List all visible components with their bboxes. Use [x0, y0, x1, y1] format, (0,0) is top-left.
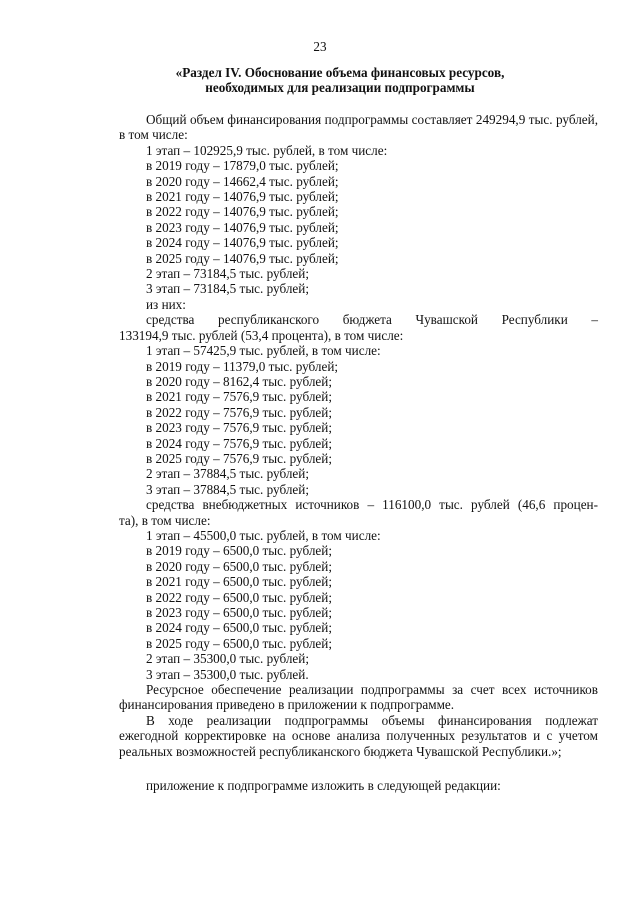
- financing-line: 3 этап – 73184,5 тыс. рублей;: [146, 281, 310, 297]
- republic-budget-paragraph-cont: 133194,9 тыс. рублей (53,4 процента), в том числе:: [119, 327, 404, 343]
- total-financing-list: [119, 143, 598, 312]
- total-financing-paragraph: Общий объем финансирования подпрограммы составляет 249294,9 тыс. рублей, в том числе:: [119, 112, 598, 143]
- extrabudget-list: [119, 528, 598, 682]
- financing-line: в 2025 году – 6500,0 тыс. рублей;: [146, 635, 332, 651]
- financing-line: в 2023 году – 14076,9 тыс. рублей;: [146, 219, 339, 235]
- extrabudget-paragraph: средства внебюджетных источников – 116100,0 тыс. рублей (46,6 процен-: [146, 497, 598, 513]
- financing-line: в 2020 году – 6500,0 тыс. рублей;: [146, 558, 332, 574]
- financing-line: 1 этап – 102925,9 тыс. рублей, в том числе:: [146, 142, 388, 158]
- financing-line: в 2021 году – 14076,9 тыс. рублей;: [146, 189, 339, 205]
- financing-line: в 2022 году – 6500,0 тыс. рублей;: [146, 589, 332, 605]
- financing-line: в 2024 году – 7576,9 тыс. рублей;: [146, 435, 332, 451]
- financing-line: в 2019 году – 6500,0 тыс. рублей;: [146, 543, 332, 559]
- financing-line: 2 этап – 37884,5 тыс. рублей;: [146, 466, 310, 482]
- section-heading-line: «Раздел IV. Обоснование объема финансовых ресурсов,: [175, 65, 505, 80]
- financing-line: в 2020 году – 14662,4 тыс. рублей;: [146, 173, 339, 189]
- financing-line: в 2021 году – 7576,9 тыс. рублей;: [146, 389, 332, 405]
- financing-line: в 2021 году – 6500,0 тыс. рублей;: [146, 574, 332, 590]
- financing-line: в 2024 году – 14076,9 тыс. рублей;: [146, 235, 339, 251]
- resource-paragraph: Ресурсное обеспечение реализации подпрограммы за счет всех источников финансирования приведено в приложении к подпрограмме.: [119, 682, 598, 713]
- document-body: [119, 112, 598, 793]
- financing-line: 2 этап – 73184,5 тыс. рублей;: [146, 266, 310, 282]
- financing-line: в 2022 году – 14076,9 тыс. рублей;: [146, 204, 339, 220]
- appendix-paragraph: приложение к подпрограмме изложить в следующей редакции:: [146, 778, 501, 794]
- financing-line: в 2025 году – 14076,9 тыс. рублей;: [146, 250, 339, 266]
- financing-line: в 2019 году – 17879,0 тыс. рублей;: [146, 158, 339, 174]
- section-heading-line: необходимых для реализации подпрограммы: [205, 80, 475, 96]
- financing-line: в 2020 году – 8162,4 тыс. рублей;: [146, 373, 332, 389]
- republic-budget-list: [119, 343, 598, 497]
- republic-budget-paragraph: средства республиканского бюджета Чувашской Республики –: [146, 312, 598, 328]
- extrabudget-paragraph-cont: та), в том числе:: [119, 512, 211, 528]
- adjustment-paragraph: В ходе реализации подпрограммы объемы финансирования подлежат ежегодной корректировке на основе анализа полученных результатов и с учетом реальных возможностей республиканского бюджета Чувашской Республики.»;: [119, 712, 598, 759]
- financing-line: в 2023 году – 7576,9 тыс. рублей;: [146, 420, 332, 436]
- financing-line: 1 этап – 45500,0 тыс. рублей, в том числе:: [146, 527, 381, 543]
- financing-line: в 2023 году – 6500,0 тыс. рублей;: [146, 605, 332, 620]
- financing-line: в 2019 году – 11379,0 тыс. рублей;: [146, 358, 339, 374]
- financing-line: в 2022 году – 7576,9 тыс. рублей;: [146, 404, 332, 420]
- financing-line: 1 этап – 57425,9 тыс. рублей, в том числе:: [146, 343, 381, 359]
- financing-line: 3 этап – 37884,5 тыс. рублей;: [146, 481, 310, 497]
- financing-line: в 2025 году – 7576,9 тыс. рублей;: [146, 450, 332, 466]
- financing-line: из них:: [146, 296, 186, 312]
- paragraph-gap: [119, 759, 598, 778]
- section-heading: [100, 65, 580, 96]
- financing-line: в 2024 году – 6500,0 тыс. рублей;: [146, 620, 332, 636]
- financing-line: 3 этап – 35300,0 тыс. рублей.: [146, 666, 309, 682]
- page-number: 23: [313, 39, 327, 54]
- financing-line: 2 этап – 35300,0 тыс. рублей;: [146, 651, 310, 667]
